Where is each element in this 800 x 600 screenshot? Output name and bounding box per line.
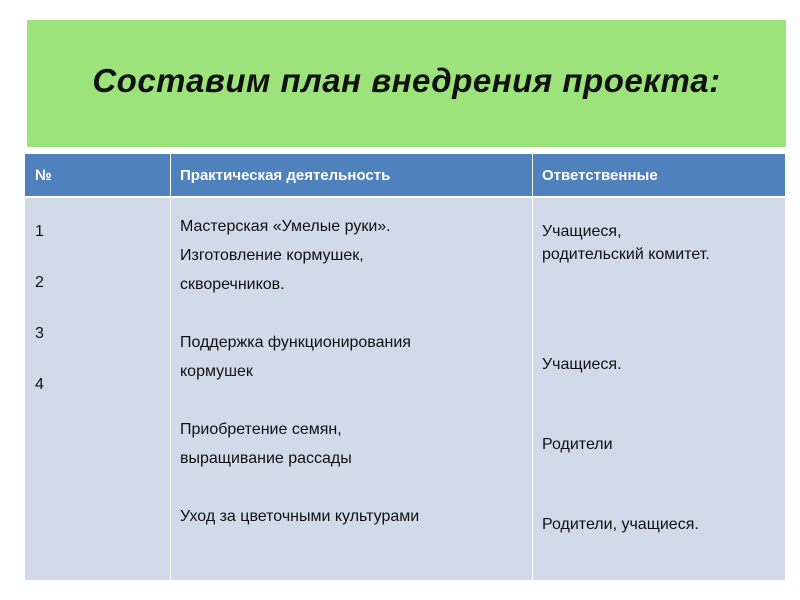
activity-line: кормушек [180, 363, 253, 380]
responsible-group [542, 220, 710, 266]
activity-line: Приобретение семян, [180, 421, 342, 438]
activity-line: Изготовление кормушек, [180, 247, 364, 264]
row-number: 2 [35, 274, 44, 291]
responsible-group [542, 353, 622, 376]
activity-line: Уход за цветочными культурами [180, 508, 420, 525]
responsible-line: Родители, учащиеся. [542, 516, 699, 533]
responsible-line: родительский комитет. [542, 246, 710, 263]
header-responsible: Ответственные [542, 166, 658, 184]
row-number: 4 [35, 376, 44, 393]
responsible-line: Родители [542, 436, 613, 453]
responsible-line: Учащиеся. [542, 356, 622, 373]
activity-line: выращивание рассады [180, 450, 352, 467]
responsible-group [542, 513, 699, 536]
header-number: № [35, 166, 52, 184]
header-divider [25, 196, 785, 198]
responsible-line: Учащиеся, [542, 223, 622, 240]
plan-table [25, 154, 785, 580]
activity-line: скворечников. [180, 276, 285, 293]
row-number: 1 [35, 223, 44, 240]
header-activity: Практическая деятельность [180, 166, 391, 184]
title-banner [27, 20, 786, 147]
slide-title: Составим план внедрения проекта: [92, 61, 721, 99]
responsible-group [542, 433, 613, 456]
number-list [25, 222, 170, 426]
activity-line: Мастерская «Умелые руки». [180, 218, 391, 235]
column-divider [532, 154, 533, 580]
activity-list [170, 212, 532, 531]
row-number: 3 [35, 325, 44, 342]
activity-line: Поддержка функционирования [180, 334, 411, 351]
